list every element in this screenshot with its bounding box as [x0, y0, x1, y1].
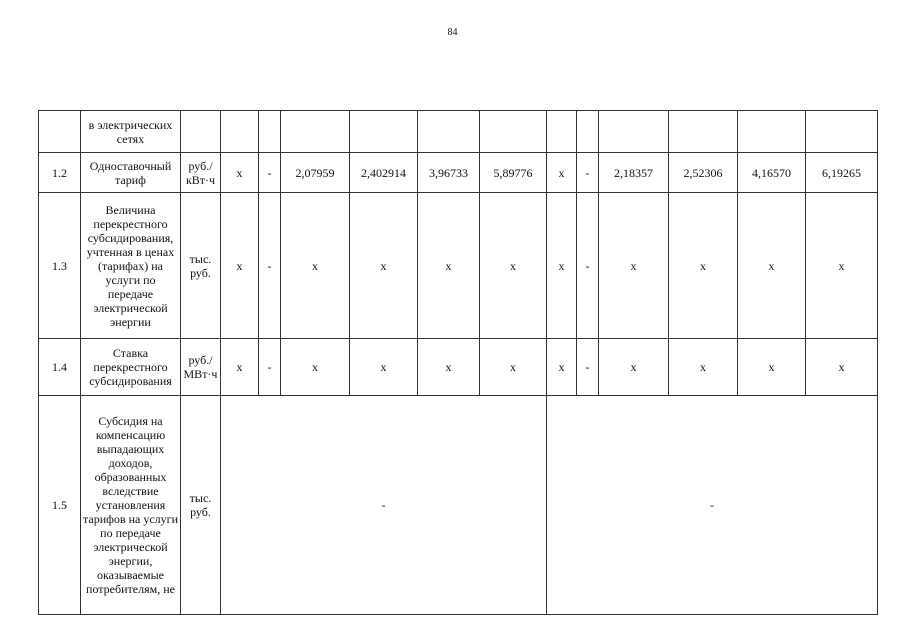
cell: х — [547, 153, 577, 193]
row-number — [39, 111, 81, 153]
cell: 6,19265 — [806, 153, 878, 193]
cell: 2,18357 — [599, 153, 669, 193]
cell: х — [806, 193, 878, 339]
cell: - — [577, 193, 599, 339]
cell: х — [221, 193, 259, 339]
cell: х — [669, 339, 738, 396]
row-number: 1.4 — [39, 339, 81, 396]
tariff-table — [38, 110, 878, 615]
cell: х — [669, 193, 738, 339]
cell: - — [259, 193, 281, 339]
cell — [350, 111, 418, 153]
cell — [669, 111, 738, 153]
cell: х — [221, 339, 259, 396]
row-name: Одноставочный тариф — [81, 153, 181, 193]
table-row — [39, 153, 878, 193]
cell: 5,89776 — [480, 153, 547, 193]
cell — [418, 111, 480, 153]
row-name: в электрических сетях — [81, 111, 181, 153]
cell: 4,16570 — [738, 153, 806, 193]
cell: х — [418, 193, 480, 339]
cell — [738, 111, 806, 153]
cell: - — [577, 339, 599, 396]
cell: х — [350, 193, 418, 339]
cell — [221, 111, 259, 153]
row-unit: руб./ МВт·ч — [181, 339, 221, 396]
row-number: 1.5 — [39, 396, 81, 615]
row-unit: тыс. руб. — [181, 193, 221, 339]
merged-cell-right: - — [547, 396, 878, 615]
cell — [259, 111, 281, 153]
row-number: 1.2 — [39, 153, 81, 193]
cell: х — [806, 339, 878, 396]
cell — [599, 111, 669, 153]
row-name: Величина перекрестного субсидирования, учтенная в ценах (тарифах) на услуги по передаче электрической энергии — [81, 193, 181, 339]
cell: х — [418, 339, 480, 396]
cell — [480, 111, 547, 153]
cell: х — [281, 193, 350, 339]
cell — [281, 111, 350, 153]
cell: х — [547, 193, 577, 339]
cell: - — [259, 153, 281, 193]
page-number: 84 — [447, 27, 458, 38]
table-row — [39, 339, 878, 396]
table-row — [39, 396, 878, 615]
merged-cell-left: - — [221, 396, 547, 615]
cell: х — [350, 339, 418, 396]
table-row — [39, 193, 878, 339]
cell: х — [599, 193, 669, 339]
row-unit: тыс. руб. — [181, 396, 221, 615]
row-name: Субсидия на компенсацию выпадающих доходов, образованных вследствие установления тарифов на услуги по передаче электрической энергии, оказываемые потребителям, не — [81, 396, 181, 615]
cell: - — [577, 153, 599, 193]
cell: 2,402914 — [350, 153, 418, 193]
cell: х — [547, 339, 577, 396]
row-name: Ставка перекрестного субсидирования — [81, 339, 181, 396]
cell: х — [738, 193, 806, 339]
cell: - — [259, 339, 281, 396]
cell: 2,52306 — [669, 153, 738, 193]
cell — [577, 111, 599, 153]
row-unit: руб./ кВт·ч — [181, 153, 221, 193]
cell: 2,07959 — [281, 153, 350, 193]
cell: х — [480, 193, 547, 339]
cell: х — [599, 339, 669, 396]
cell: х — [738, 339, 806, 396]
cell: х — [480, 339, 547, 396]
table-row — [39, 111, 878, 153]
row-unit — [181, 111, 221, 153]
row-number: 1.3 — [39, 193, 81, 339]
cell: х — [221, 153, 259, 193]
cell: 3,96733 — [418, 153, 480, 193]
cell — [547, 111, 577, 153]
cell: х — [281, 339, 350, 396]
cell — [806, 111, 878, 153]
